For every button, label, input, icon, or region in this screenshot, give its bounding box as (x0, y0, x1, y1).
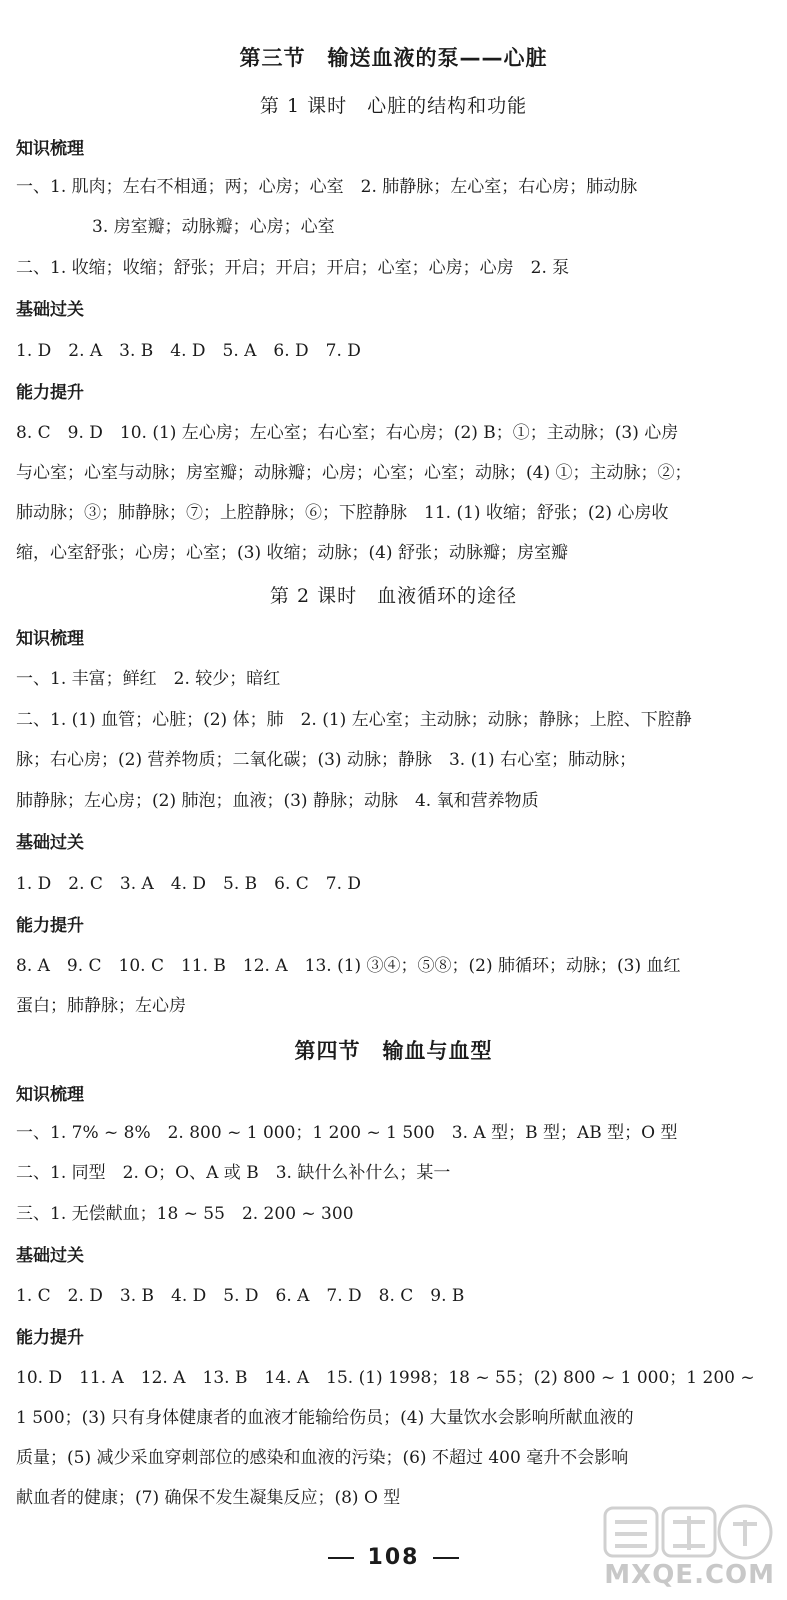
section-title-3: 第三节 输送血液的泵——心脏 (239, 46, 548, 70)
answer-line: 献血者的健康；(7) 确保不发生凝集反应；(8) O 型 (16, 1488, 401, 1508)
answer-line: 脉；右心房；(2) 营养物质；二氧化碳；(3) 动脉；静脉 3. (1) 右心室；肺动脉； (16, 750, 637, 770)
dash-left (328, 1557, 354, 1559)
subhead-knowledge: 知识梳理 (16, 629, 84, 649)
subhead-ability: 能力提升 (16, 916, 84, 936)
answer-line: 1. C 2. D 3. B 4. D 5. D 6. A 7. D 8. C 9. B (16, 1286, 465, 1306)
answer-line: 质量；(5) 减少采血穿刺部位的感染和血液的污染；(6) 不超过 400 毫升不会影响 (16, 1448, 629, 1468)
answer-line: 8. A 9. C 10. C 11. B 12. A 13. (1) ③④；⑤⑧；(2) 肺循环；动脉；(3) 血红 (16, 956, 681, 976)
answer-line: 一、1. 7% ~ 8% 2. 800 ~ 1 000；1 200 ~ 1 500 3. A 型；B 型；AB 型；O 型 (16, 1123, 678, 1143)
subhead-ability: 能力提升 (16, 1328, 84, 1348)
answer-line: 二、1. (1) 血管；心脏；(2) 体；肺 2. (1) 左心室；主动脉；动脉；静脉；上腔、下腔静 (16, 710, 692, 730)
answer-line: 肺动脉；③；肺静脉；⑦；上腔静脉；⑥；下腔静脉 11. (1) 收缩；舒张；(2) 心房收 (16, 503, 669, 523)
lesson-title-2: 第 2 课时 血液循环的途径 (269, 585, 518, 607)
lesson-title-1: 第 1 课时 心脏的结构和功能 (259, 95, 528, 117)
answer-line: 1 500；(3) 只有身体健康者的血液才能输给伤员；(4) 大量饮水会影响所献血液的 (16, 1408, 634, 1428)
subhead-knowledge: 知识梳理 (16, 1085, 84, 1105)
answer-line: 与心室；心室与动脉；房室瓣；动脉瓣；心房；心室；心室；动脉；(4) ①；主动脉；②； (16, 463, 692, 483)
answer-line: 8. C 9. D 10. (1) 左心房；左心室；右心室；右心房；(2) B；①；主动脉；(3) 心房 (16, 423, 679, 443)
answer-line: 1. D 2. C 3. A 4. D 5. B 6. C 7. D (16, 874, 362, 894)
answer-line: 一、1. 肌肉；左右不相通；两；心房；心室 2. 肺静脉；左心室；右心房；肺动脉 (16, 177, 638, 197)
subhead-basic: 基础过关 (16, 1246, 84, 1266)
dash-right (433, 1557, 459, 1559)
answer-line: 三、1. 无偿献血；18 ~ 55 2. 200 ~ 300 (16, 1204, 354, 1224)
subhead-basic: 基础过关 (16, 300, 84, 320)
answer-line: 10. D 11. A 12. A 13. B 14. A 15. (1) 1998；18 ~ 55；(2) 800 ~ 1 000；1 200 ~ (16, 1368, 755, 1388)
answer-line: 二、1. 收缩；收缩；舒张；开启；开启；开启；心室；心房；心房 2. 泵 (16, 258, 570, 278)
page-number: 108 (0, 1545, 787, 1570)
answer-line: 肺静脉；左心房；(2) 肺泡；血液；(3) 静脉；动脉 4. 氧和营养物质 (16, 791, 539, 811)
subhead-basic: 基础过关 (16, 833, 84, 853)
section-title-4: 第四节 输血与血型 (294, 1039, 493, 1063)
answer-line: 3. 房室瓣；动脉瓣；心房；心室 (92, 217, 335, 237)
answer-line: 二、1. 同型 2. O；O、A 或 B 3. 缺什么补什么；某一 (16, 1163, 451, 1183)
subhead-knowledge: 知识梳理 (16, 139, 84, 159)
watermark-url: MXQE.COM (604, 1560, 775, 1590)
subhead-ability: 能力提升 (16, 383, 84, 403)
answer-line: 1. D 2. A 3. B 4. D 5. A 6. D 7. D (16, 341, 361, 361)
answer-line: 一、1. 丰富；鲜红 2. 较少；暗红 (16, 669, 281, 689)
answer-line: 缩，心室舒张；心房；心室；(3) 收缩；动脉；(4) 舒张；动脉瓣；房室瓣 (16, 543, 568, 563)
answer-line: 蛋白；肺静脉；左心房 (16, 996, 186, 1016)
